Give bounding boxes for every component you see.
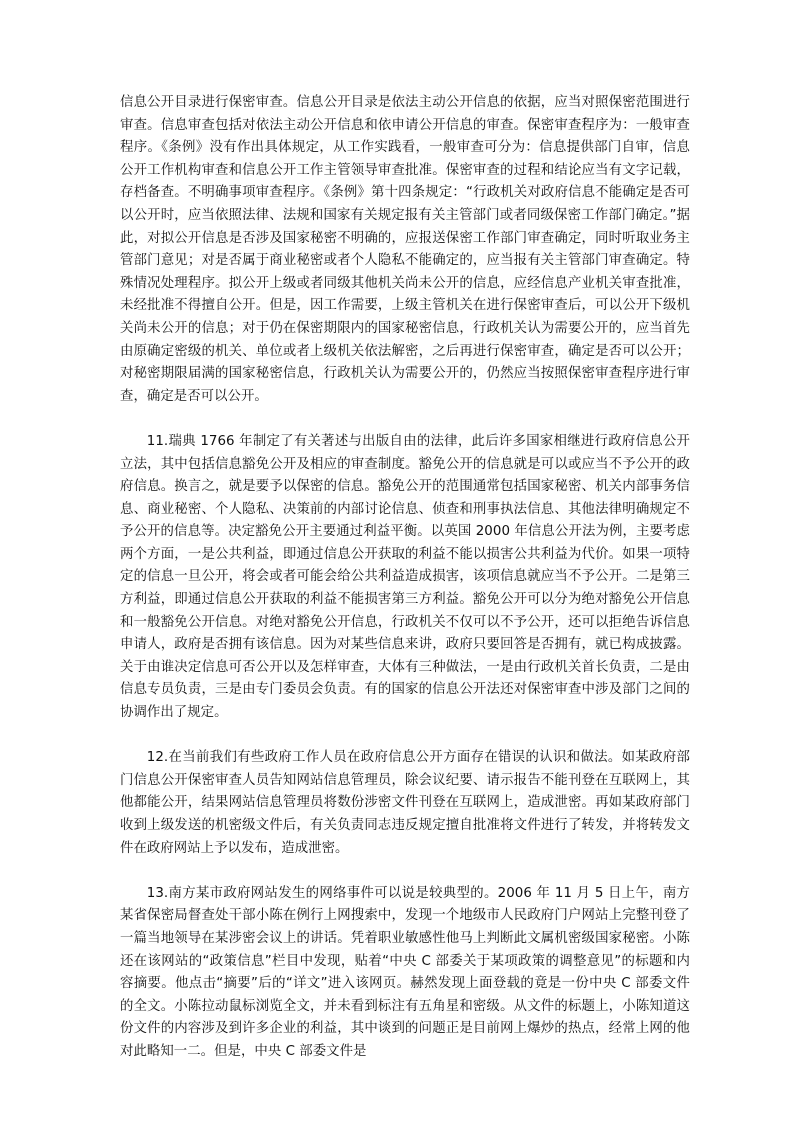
paragraph-13: 13.南方某市政府网站发生的网络事件可以说是较典型的。2006 年 11 月 5 日上午，南方某省保密局督查处干部小陈在例行上网搜索中，发现一个地级市人民政府门户网站上完整刊登了一篇当地领导在某涉密会议上的讲话。凭着职业敏感性他马上判断此文属机密级国家秘密。小陈还在该网站的“政策信息”栏目中发现，贴着“中央 C 部委关于某项政策的调整意见”的标题和内容摘要。他点击“摘要”后的“详文”进入该网页。赫然发现上面登载的竟是一份中央 C 部委文件的全文。小陈拉动鼠标浏览全文，并未看到标注有五角星和密级。从文件的标题上，小陈知道这份文件的内容涉及到许多企业的利益，其中谈到的问题正是目前网上爆炒的热点，经常上网的他对此略知一二。但是，中央 C 部委文件是 xyxy=(120,885,690,1059)
paragraph-audit-procedure: 信息公开目录进行保密审查。信息公开目录是依法主动公开信息的依据，应当对照保密范围进行审查。信息审查包括对依法主动公开信息和依申请公开信息的审查。保密审查程序为：一般审查程序。《条例》没有作出具体规定，从工作实践看，一般审查可分为：信息提供部门自审，信息公开工作机构审查和信息公开工作主管领导审查批准。保密审查的过程和结论应当有文字记载，存档备查。不明确事项审查程序。《条例》第十四条规定：“行政机关对政府信息不能确定是否可以公开时，应当依照法律、法规和国家有关规定报有关主管部门或者同级保密工作部门确定。”据此，对拟公开信息是否涉及国家秘密不明确的，应报送保密工作部门审查确定，同时听取业务主管部门意见；对是否属于商业秘密或者个人隐私不能确定的，应当报有关主管部门审查确定。特殊情况处理程序。拟公开上级或者同级其他机关尚未公开的信息，应经信息产业机关审查批准，未经批准不得擅自公开。但是，因工作需要，上级主管机关在进行保密审查后，可以公开下级机关尚未公开的信息；对于仍在保密期限内的国家秘密信息，行政机关认为需要公开的，应当首先由原确定密级的机关、单位或者上级机关依法解密，之后再进行保密审查，确定是否可以公开；对秘密期限届满的国家秘密信息，行政机关认为需要公开的，仍然应当按照保密审查程序进行审查，确定是否可以公开。 xyxy=(120,95,690,404)
document-page xyxy=(120,92,690,1064)
paragraph-11: 11.瑞典 1766 年制定了有关著述与出版自由的法律，此后许多国家相继进行政府信息公开立法，其中包括信息豁免公开及相应的审查制度。豁免公开的信息就是可以或应当不予公开的政府信息。换言之，就是要予以保密的信息。豁免公开的范围通常包括国家秘密、机关内部事务信息、商业秘密、个人隐私、决策前的内部讨论信息、侦查和刑事执法信息、其他法律明确规定不予公开的信息等。决定豁免公开主要通过利益平衡。以英国 2000 年信息公开法为例，主要考虑两个方面，一是公共利益，即通过信息公开获取的利益不能以损害公共利益为代价。如果一项特定的信息一旦公开，将会或者可能会给公共利益造成损害，该项信息就应当不予公开。二是第三方利益，即通过信息公开获取的利益不能损害第三方利益。豁免公开可以分为绝对豁免公开信息和一般豁免公开信息。对绝对豁免公开信息，行政机关不仅可以不予公开，还可以拒绝告诉信息申请人，政府是否拥有该信息。因为对某些信息来讲，政府只要回答是否拥有，就已构成披露。关于由谁决定信息可否公开以及怎样审查，大体有三种做法，一是由行政机关首长负责，二是由信息专员负责，三是由专门委员会负责。有的国家的信息公开法还对保密审查中涉及部门之间的协调作出了规定。 xyxy=(120,433,690,721)
paragraph-12: 12.在当前我们有些政府工作人员在政府信息公开方面存在错误的认识和做法。如某政府部门信息公开保密审查人员告知网站信息管理员，除会议纪要、请示报告不能刊登在互联网上，其他都能公开，结果网站信息管理员将数份涉密文件刊登在互联网上，造成泄密。再如某政府部门收到上级发送的机密级文件后，有关负责同志违反规定擅自批准将文件进行了转发，并将转发文件在政府网站上予以发布，造成泄密。 xyxy=(120,750,690,856)
